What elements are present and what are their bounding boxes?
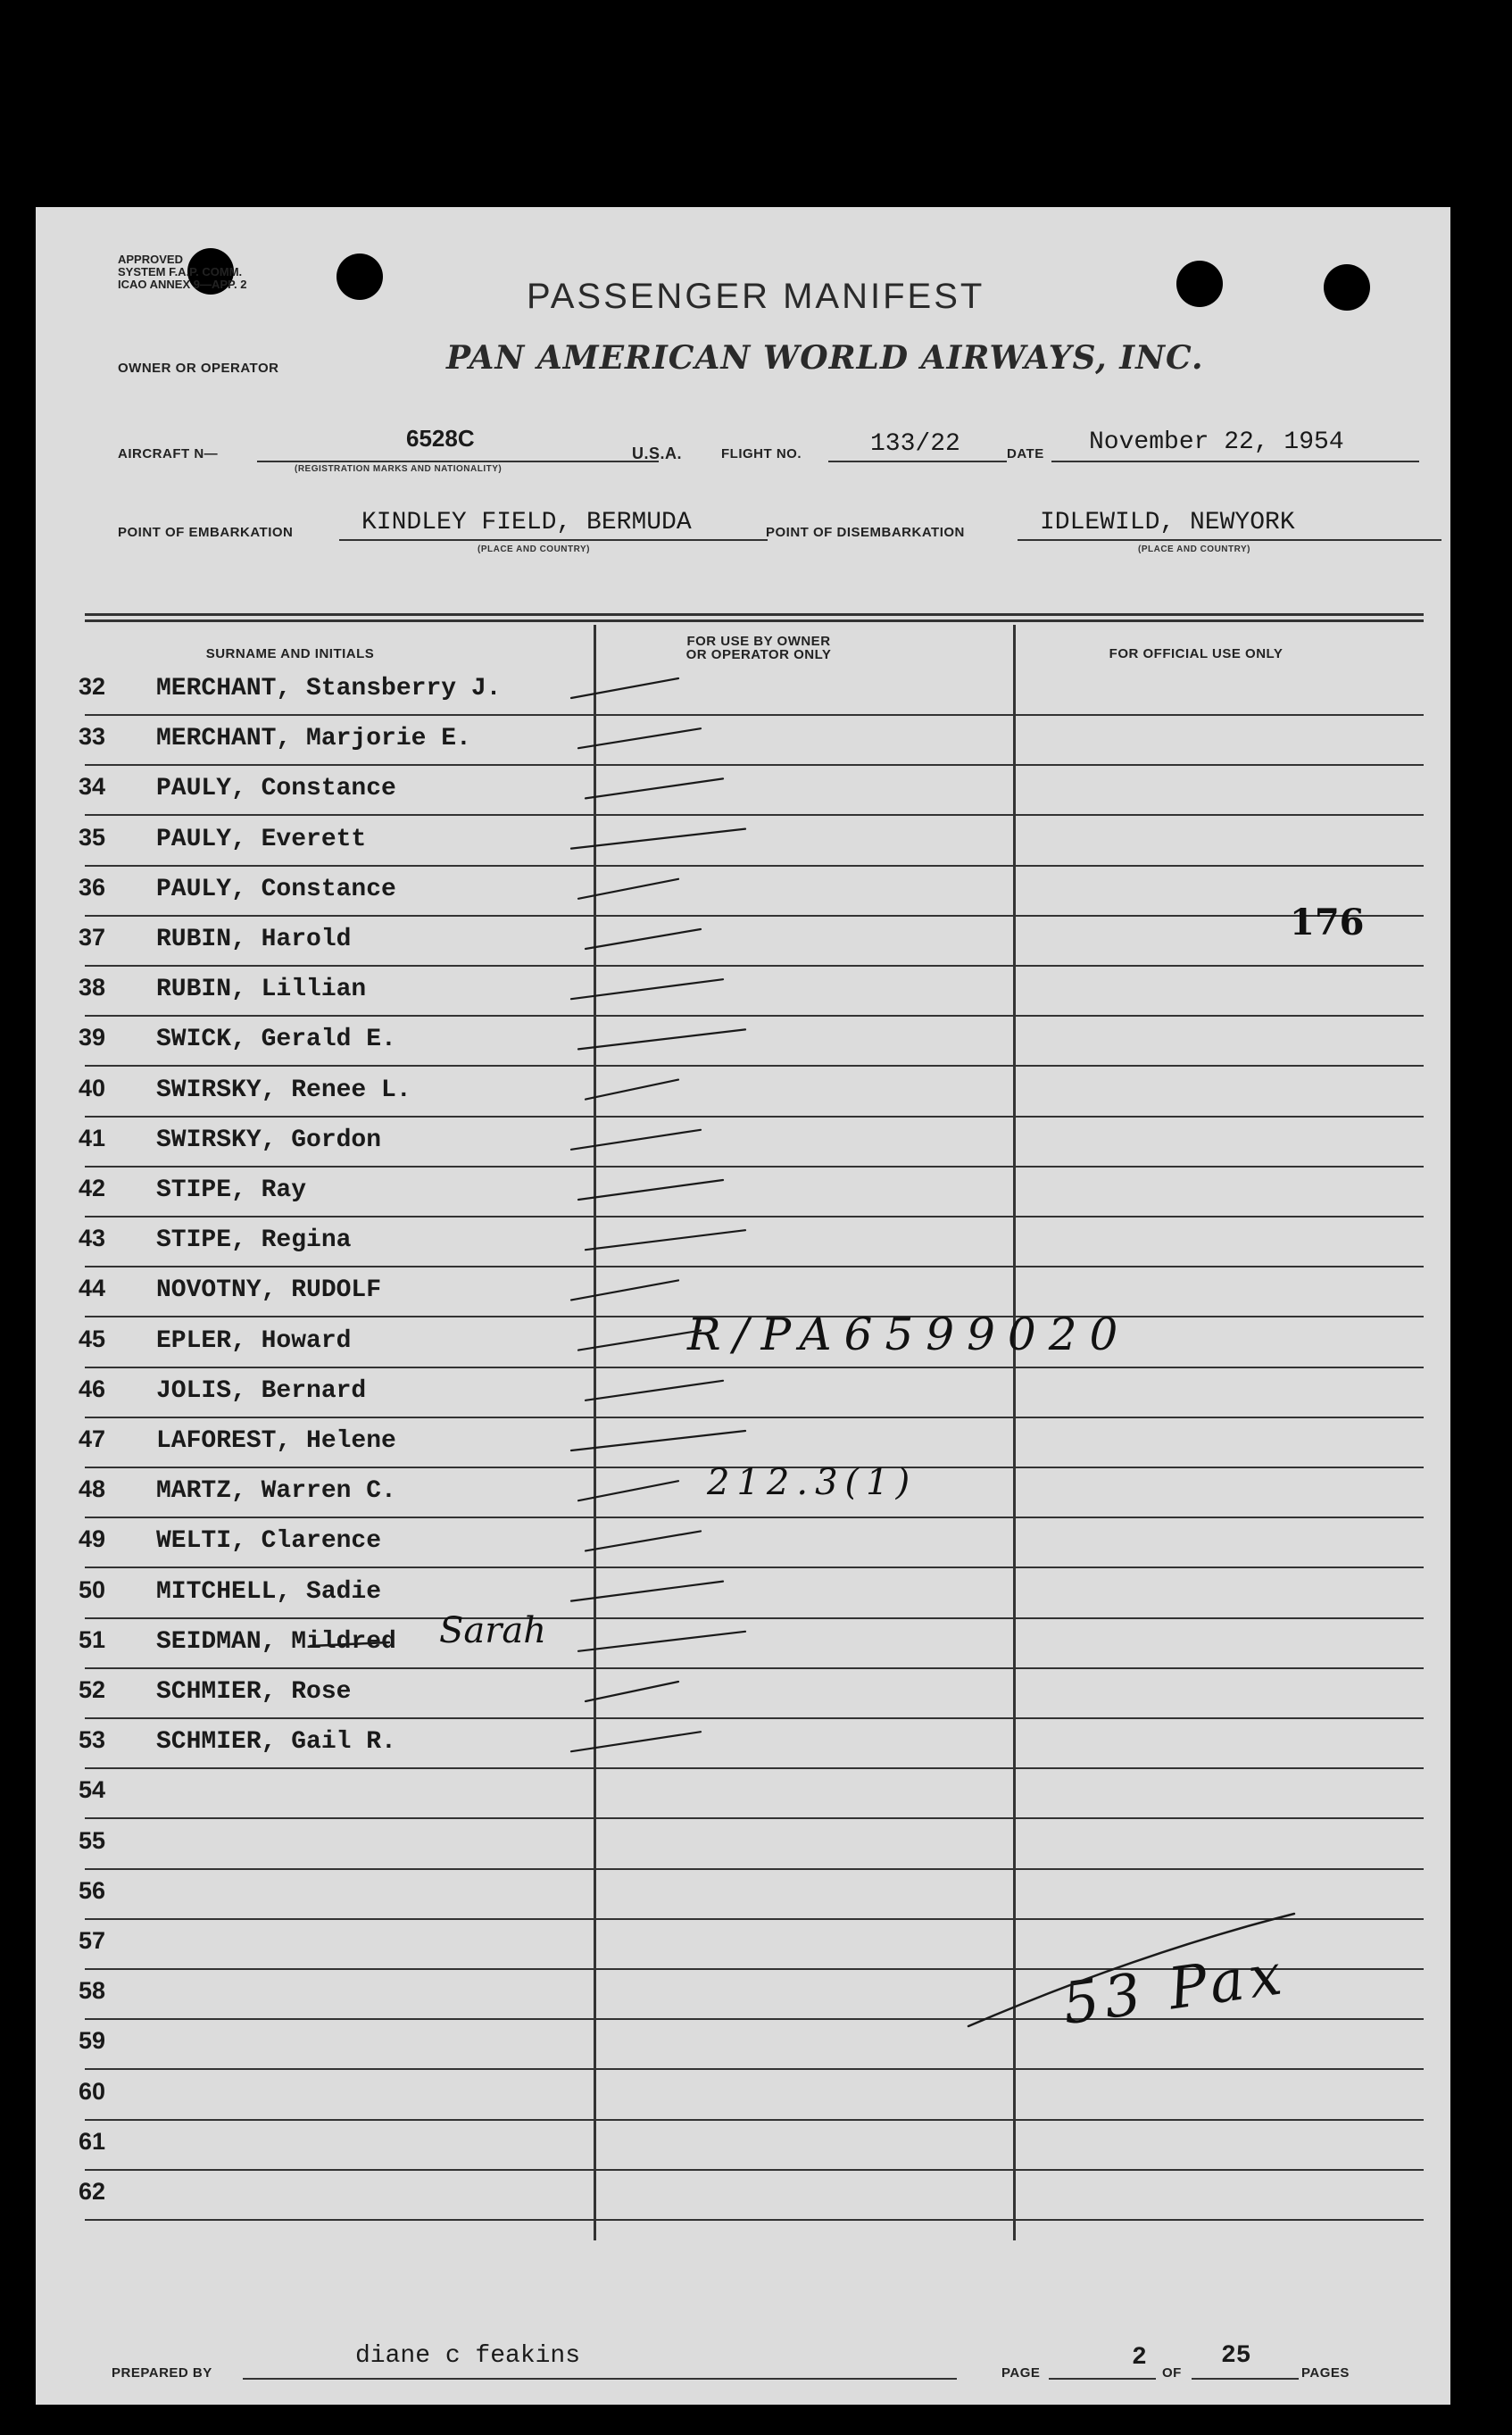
check-mark bbox=[571, 829, 745, 849]
aircraft-caption: (REGISTRATION MARKS AND NATIONALITY) bbox=[295, 464, 503, 474]
row-number: 49 bbox=[79, 1525, 106, 1553]
aircraft-country: U.S.A. bbox=[632, 445, 683, 462]
passenger-name: SWIRSKY, Renee L. bbox=[156, 1076, 411, 1104]
row-number: 59 bbox=[79, 2027, 106, 2055]
total-count-annotation: 53 Pax bbox=[1059, 1941, 1292, 2039]
row-number: 43 bbox=[79, 1225, 106, 1252]
passenger-name: PAULY, Everett bbox=[156, 825, 367, 853]
approval-line-1: APPROVED bbox=[118, 253, 183, 266]
passenger-name: RUBIN, Harold bbox=[156, 926, 352, 953]
passenger-name: RUBIN, Lillian bbox=[156, 976, 367, 1004]
passenger-name: STIPE, Regina bbox=[156, 1226, 352, 1255]
aircraft-label: AIRCRAFT N— bbox=[118, 446, 219, 461]
row-number: 53 bbox=[79, 1726, 106, 1754]
check-mark bbox=[571, 678, 678, 698]
check-mark bbox=[571, 1732, 701, 1751]
check-mark bbox=[578, 1331, 701, 1350]
aircraft-value: 6528C bbox=[406, 425, 475, 452]
owner-annotation-row-47: 212.3(1) bbox=[707, 1462, 918, 1503]
row-number: 35 bbox=[79, 823, 106, 851]
passenger-name: MERCHANT, Marjorie E. bbox=[156, 725, 471, 753]
row-number: 44 bbox=[79, 1275, 106, 1302]
row-number: 60 bbox=[79, 2077, 106, 2105]
passenger-name: SCHMIER, Gail R. bbox=[156, 1728, 396, 1757]
row-number: 45 bbox=[79, 1325, 106, 1352]
row-number: 39 bbox=[79, 1024, 106, 1051]
airline-name: PAN AMERICAN WORLD AIRWAYS, INC. bbox=[446, 339, 1204, 377]
passenger-name: SEIDMAN, Mildred bbox=[156, 1627, 396, 1656]
check-mark bbox=[578, 728, 701, 748]
pen-marks bbox=[36, 207, 1450, 2405]
row-number: 50 bbox=[79, 1575, 106, 1603]
row-number: 37 bbox=[79, 924, 106, 951]
row-number: 54 bbox=[79, 1776, 106, 1804]
prepared-value: diane c feakins bbox=[355, 2342, 581, 2370]
check-mark bbox=[571, 1280, 678, 1300]
passenger-name: SCHMIER, Rose bbox=[156, 1678, 352, 1706]
row-number: 46 bbox=[79, 1375, 106, 1402]
date-label: DATE bbox=[1007, 446, 1044, 461]
row-number: 52 bbox=[79, 1676, 106, 1703]
check-mark bbox=[578, 1632, 745, 1651]
manifest-sheet bbox=[36, 207, 1450, 2405]
passenger-name: MARTZ, Warren C. bbox=[156, 1477, 396, 1506]
embarkation-label: POINT OF EMBARKATION bbox=[118, 525, 294, 540]
row-number: 42 bbox=[79, 1175, 106, 1201]
approval-line-3: ICAO ANNEX 9—APP. 2 bbox=[118, 278, 247, 291]
passenger-name: NOVOTNY, RUDOLF bbox=[156, 1276, 382, 1305]
passenger-name: SWICK, Gerald E. bbox=[156, 1026, 396, 1054]
approval-line-2: SYSTEM F.A.P. COMM. bbox=[118, 265, 243, 278]
owner-label: OWNER OR OPERATOR bbox=[118, 361, 279, 376]
row-number: 38 bbox=[79, 974, 106, 1001]
row-number: 58 bbox=[79, 1977, 106, 2005]
name-correction-row-50: Sarah bbox=[439, 1610, 546, 1651]
passenger-name: EPLER, Howard bbox=[156, 1326, 352, 1355]
column-header-official: FOR OFFICIAL USE ONLY bbox=[1109, 646, 1284, 661]
row-number: 61 bbox=[79, 2127, 106, 2155]
embarkation-value: KINDLEY FIELD, BERMUDA bbox=[361, 509, 692, 536]
flight-label: FLIGHT NO. bbox=[721, 446, 802, 461]
check-mark bbox=[578, 1029, 745, 1049]
prepared-label: PREPARED BY bbox=[112, 2365, 212, 2381]
page-title: PASSENGER MANIFEST bbox=[527, 277, 985, 316]
row-number: 34 bbox=[79, 773, 106, 801]
row-number: 56 bbox=[79, 1876, 106, 1904]
check-mark bbox=[571, 979, 723, 999]
of-label: OF bbox=[1162, 2365, 1182, 2381]
check-mark bbox=[578, 879, 678, 899]
of-value: 25 bbox=[1221, 2342, 1251, 2370]
row-number: 48 bbox=[79, 1475, 106, 1503]
passenger-name: LAFOREST, Helene bbox=[156, 1427, 396, 1455]
passenger-name: SWIRSKY, Gordon bbox=[156, 1126, 382, 1154]
official-number-annotation: 176 bbox=[1290, 902, 1365, 943]
passenger-name: JOLIS, Bernard bbox=[156, 1376, 367, 1405]
check-mark bbox=[571, 1582, 723, 1601]
check-mark bbox=[571, 1431, 745, 1450]
check-mark bbox=[586, 778, 723, 798]
column-header-surname: SURNAME AND INITIALS bbox=[205, 646, 375, 661]
row-number: 51 bbox=[79, 1625, 106, 1653]
column-header-owner-2: OR OPERATOR ONLY bbox=[685, 647, 832, 662]
row-number: 57 bbox=[79, 1927, 106, 1954]
disembarkation-caption: (PLACE AND COUNTRY) bbox=[1138, 544, 1250, 554]
row-number: 41 bbox=[79, 1124, 106, 1151]
check-mark bbox=[586, 1682, 678, 1701]
row-number: 36 bbox=[79, 873, 106, 901]
total-count-stroke bbox=[968, 1914, 1294, 2026]
row-number: 62 bbox=[79, 2178, 106, 2205]
check-mark bbox=[586, 1531, 701, 1550]
check-mark bbox=[586, 1381, 723, 1400]
check-mark bbox=[578, 1481, 678, 1500]
page-value: 2 bbox=[1132, 2344, 1147, 2372]
passenger-name: PAULY, Constance bbox=[156, 775, 396, 803]
passenger-name: MERCHANT, Stansberry J. bbox=[156, 675, 502, 702]
embarkation-caption: (PLACE AND COUNTRY) bbox=[478, 544, 590, 554]
passenger-name: STIPE, Ray bbox=[156, 1176, 307, 1204]
check-mark bbox=[586, 1230, 745, 1250]
passenger-name: MITCHELL, Sadie bbox=[156, 1577, 382, 1606]
check-mark bbox=[586, 1080, 678, 1100]
strikethrough-sadie bbox=[311, 1642, 389, 1646]
disembarkation-label: POINT OF DISEMBARKATION bbox=[766, 525, 965, 540]
owner-annotation-row-44: R/PA6599020 bbox=[687, 1309, 1131, 1360]
check-mark bbox=[571, 1130, 701, 1150]
disembarkation-value: IDLEWILD, NEWYORK bbox=[1040, 509, 1295, 536]
date-value: November 22, 1954 bbox=[1089, 428, 1344, 456]
row-number: 32 bbox=[79, 673, 106, 700]
passenger-name: WELTI, Clarence bbox=[156, 1527, 382, 1556]
passenger-name: PAULY, Constance bbox=[156, 875, 396, 903]
row-number: 47 bbox=[79, 1425, 106, 1452]
pages-label: PAGES bbox=[1301, 2365, 1350, 2381]
page-label: PAGE bbox=[1001, 2365, 1041, 2381]
flight-value: 133/22 bbox=[870, 430, 960, 458]
row-number: 55 bbox=[79, 1826, 106, 1854]
row-number: 40 bbox=[79, 1074, 106, 1101]
column-header-owner-1: FOR USE BY OWNER bbox=[686, 634, 831, 649]
row-number: 33 bbox=[79, 723, 106, 751]
check-mark bbox=[578, 1180, 723, 1200]
check-mark bbox=[586, 929, 701, 949]
